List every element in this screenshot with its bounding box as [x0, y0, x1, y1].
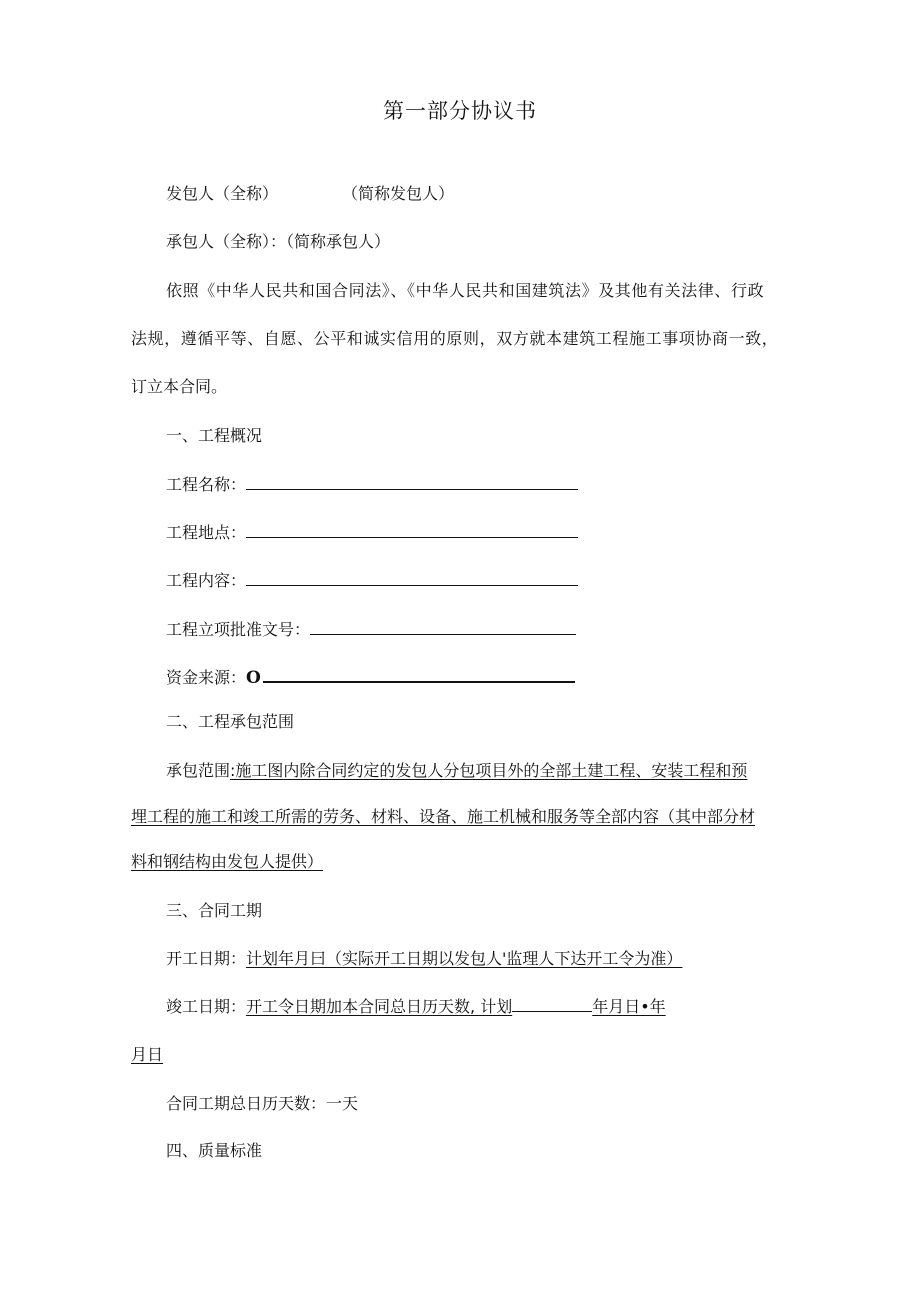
scope-label: 承包范围 [166, 761, 231, 780]
section-3-heading: 三、合同工期 [166, 901, 263, 920]
start-date-label: 开工日期： [166, 949, 247, 968]
basis-line-2: 法规，遵循平等、自愿、公平和诚实信用的原则，双方就本建筑工程施工事项协商一致， [131, 329, 779, 348]
employer-short-name: （简称发包人） [342, 184, 455, 203]
finish-date-blank [512, 997, 592, 1012]
section-2-heading: 二、工程承包范围 [166, 712, 295, 731]
project-content-row [166, 570, 578, 591]
project-name-label: 工程名称： [166, 475, 247, 494]
scope-line-1 [166, 761, 747, 781]
total-days-row: 合同工期总日历天数：一天 [166, 1094, 359, 1113]
start-date-row [166, 949, 682, 969]
finish-date-value-c: 月日 [131, 1045, 164, 1064]
basis-line-1: 依照《中华人民共和国合同法》、《中华人民共和国建筑法》及其他有关法律、行政 [166, 281, 765, 300]
approval-number-label: 工程立项批准文号： [166, 620, 311, 639]
section-1-heading: 一、工程概况 [166, 426, 263, 445]
employer-label: 发包人（全称） [166, 184, 279, 203]
project-location-blank [246, 522, 578, 538]
finish-date-label: 竣工日期： [166, 997, 247, 1016]
fund-source-label: 资金来源： [166, 668, 247, 687]
section-4-heading: 四、质量标准 [166, 1141, 263, 1160]
project-content-blank [246, 570, 578, 586]
scope-text-1: :施工图内除合同约定的发包人分包项目外的全部土建工程、安装工程和预 [230, 761, 748, 780]
document-title: 第一部分协议书 [383, 99, 537, 123]
employer-line [166, 184, 454, 204]
fund-source-blank [263, 666, 575, 683]
fund-source-value: O [246, 668, 261, 688]
start-date-value: 计划年月曰（实际开工日期以发包人'监理人下达开工令为准） [246, 949, 683, 968]
fund-source-row [166, 666, 575, 688]
basis-line-3: 订立本合同。 [131, 377, 228, 396]
scope-line-3: 料和钢结构由发包人提供） [131, 852, 324, 871]
approval-number-row [166, 619, 576, 640]
scope-line-2: 埋工程的施工和竣工所需的劳务、材料、设备、施工机械和服务等全部内容（其中部分材 [131, 807, 756, 826]
finish-date-value-b: 年月日•年 [592, 997, 666, 1016]
finish-date-row [166, 997, 666, 1017]
project-content-label: 工程内容： [166, 571, 247, 590]
project-name-row [166, 474, 578, 495]
contractor-line: 承包人（全称）：（简称承包人） [166, 232, 391, 251]
project-location-label: 工程地点： [166, 523, 247, 542]
project-location-row [166, 522, 578, 543]
approval-number-blank [310, 619, 576, 635]
finish-date-value-a: 开工令日期加本合同总日历天数, 计划 [246, 997, 513, 1016]
project-name-blank [246, 474, 578, 490]
